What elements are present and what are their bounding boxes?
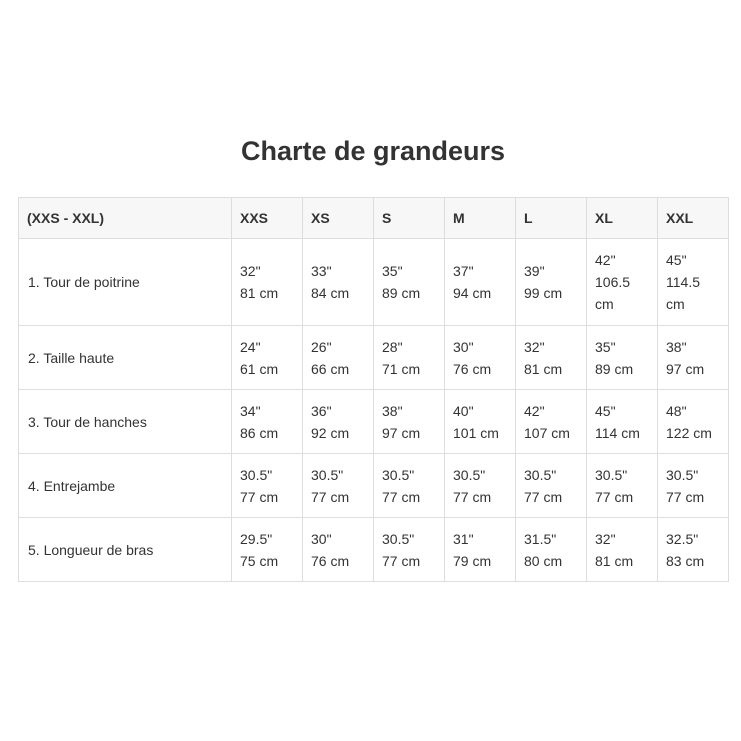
measurement-value: 36" bbox=[311, 402, 332, 419]
measurement-value: 86 cm bbox=[240, 424, 279, 441]
measurement-cell bbox=[374, 239, 445, 326]
measurement-value: 84 cm bbox=[311, 285, 350, 301]
measurement-value: 81 cm bbox=[524, 360, 563, 377]
table-header-row bbox=[19, 198, 729, 239]
measurement-value: 30.5" bbox=[453, 466, 486, 483]
measurement-value: 38" bbox=[666, 338, 687, 355]
table-row bbox=[19, 454, 729, 518]
measurement-cell bbox=[445, 518, 516, 582]
measurement-value: 77 cm bbox=[382, 552, 421, 569]
header-range: (XXS - XXL) bbox=[19, 198, 232, 239]
measurement-cell bbox=[374, 326, 445, 390]
header-size-l: L bbox=[516, 198, 587, 239]
measurement-cell bbox=[516, 390, 587, 454]
measurement-value: cm bbox=[666, 296, 685, 312]
measurement-value: 34" bbox=[240, 402, 261, 419]
measurement-value: 77 cm bbox=[453, 488, 492, 505]
measurement-value: 114 cm bbox=[595, 424, 640, 441]
measurement-value: 30.5" bbox=[382, 466, 415, 483]
measurement-cell bbox=[516, 239, 587, 326]
measurement-value: 89 cm bbox=[595, 360, 634, 377]
measurement-cell bbox=[445, 326, 516, 390]
page-title: Charte de grandeurs bbox=[240, 136, 506, 166]
measurement-value: 89 cm bbox=[382, 285, 421, 301]
measurement-value: 42" bbox=[595, 252, 616, 268]
measurement-cell bbox=[303, 239, 374, 326]
measurement-cell bbox=[516, 326, 587, 390]
size-chart-table bbox=[18, 197, 729, 582]
measurement-value: 39" bbox=[524, 263, 545, 279]
measurement-cell bbox=[232, 518, 303, 582]
measurement-cell bbox=[232, 239, 303, 326]
measurement-value: 30.5" bbox=[311, 466, 344, 483]
measurement-cell bbox=[374, 390, 445, 454]
measurement-value: 61 cm bbox=[240, 360, 279, 377]
measurement-cell bbox=[587, 518, 658, 582]
measurement-value: 77 cm bbox=[240, 488, 279, 505]
measurement-value: 24" bbox=[240, 338, 261, 355]
table-row bbox=[19, 390, 729, 454]
measurement-value: 94 cm bbox=[453, 285, 492, 301]
measurement-cell bbox=[303, 454, 374, 518]
measurement-value: 77 cm bbox=[524, 488, 563, 505]
header-size-xl: XL bbox=[587, 198, 658, 239]
measurement-cell bbox=[374, 454, 445, 518]
measurement-cell bbox=[587, 390, 658, 454]
measurement-label: 4. Entrejambe bbox=[19, 454, 232, 518]
measurement-value: 30.5" bbox=[595, 466, 628, 483]
measurement-cell bbox=[232, 390, 303, 454]
measurement-value: 66 cm bbox=[311, 360, 350, 377]
table-body bbox=[19, 239, 729, 582]
measurement-value: 122 cm bbox=[666, 424, 712, 441]
measurement-cell bbox=[303, 390, 374, 454]
measurement-value: 31" bbox=[453, 530, 474, 547]
measurement-cell bbox=[516, 454, 587, 518]
measurement-value: 75 cm bbox=[240, 552, 279, 569]
measurement-value: 107 cm bbox=[524, 424, 570, 441]
measurement-cell bbox=[303, 518, 374, 582]
header-size-xxl: XXL bbox=[658, 198, 729, 239]
measurement-cell bbox=[303, 326, 374, 390]
measurement-value: 30.5" bbox=[666, 466, 699, 483]
measurement-cell bbox=[658, 390, 729, 454]
measurement-value: 33" bbox=[311, 263, 332, 279]
measurement-cell bbox=[374, 518, 445, 582]
measurement-cell bbox=[587, 239, 658, 326]
measurement-cell bbox=[587, 326, 658, 390]
measurement-value: 45" bbox=[666, 252, 687, 268]
measurement-value: 28" bbox=[382, 338, 403, 355]
header-size-m: M bbox=[445, 198, 516, 239]
measurement-value: 80 cm bbox=[524, 552, 563, 569]
measurement-value: 97 cm bbox=[382, 424, 421, 441]
measurement-value: 26" bbox=[311, 338, 332, 355]
measurement-value: 30.5" bbox=[382, 530, 415, 547]
measurement-value: cm bbox=[595, 296, 614, 312]
measurement-value: 81 cm bbox=[240, 285, 279, 301]
measurement-value: 35" bbox=[595, 338, 616, 355]
measurement-value: 30.5" bbox=[240, 466, 273, 483]
measurement-value: 83 cm bbox=[666, 552, 705, 569]
measurement-cell bbox=[445, 454, 516, 518]
measurement-value: 31.5" bbox=[524, 530, 557, 547]
measurement-value: 77 cm bbox=[311, 488, 350, 505]
measurement-cell bbox=[445, 239, 516, 326]
measurement-cell bbox=[445, 390, 516, 454]
measurement-cell bbox=[658, 454, 729, 518]
measurement-value: 97 cm bbox=[666, 360, 705, 377]
measurement-value: 37" bbox=[453, 263, 474, 279]
measurement-value: 99 cm bbox=[524, 285, 563, 301]
measurement-value: 101 cm bbox=[453, 424, 499, 441]
table-row bbox=[19, 326, 729, 390]
measurement-label: 5. Longueur de bras bbox=[19, 518, 232, 582]
measurement-value: 42" bbox=[524, 402, 545, 419]
measurement-value: 32" bbox=[524, 338, 545, 355]
table-row bbox=[19, 239, 729, 326]
measurement-value: 32" bbox=[240, 263, 261, 279]
measurement-value: 30" bbox=[311, 530, 332, 547]
header-size-xxs: XXS bbox=[232, 198, 303, 239]
measurement-cell bbox=[516, 518, 587, 582]
measurement-value: 29.5" bbox=[240, 530, 273, 547]
measurement-value: 32" bbox=[595, 530, 616, 547]
measurement-value: 81 cm bbox=[595, 552, 634, 569]
measurement-value: 35" bbox=[382, 263, 403, 279]
measurement-label: 2. Taille haute bbox=[19, 326, 232, 390]
measurement-cell bbox=[587, 454, 658, 518]
measurement-value: 76 cm bbox=[311, 552, 350, 569]
measurement-value: 77 cm bbox=[666, 488, 705, 505]
measurement-value: 40" bbox=[453, 402, 474, 419]
measurement-value: 106.5 bbox=[595, 274, 631, 290]
header-size-xs: XS bbox=[303, 198, 374, 239]
measurement-value: 79 cm bbox=[453, 552, 492, 569]
measurement-cell bbox=[232, 454, 303, 518]
measurement-value: 45" bbox=[595, 402, 616, 419]
measurement-value: 48" bbox=[666, 402, 687, 419]
measurement-value: 92 cm bbox=[311, 424, 350, 441]
measurement-value: 77 cm bbox=[595, 488, 634, 505]
measurement-value: 114.5 bbox=[666, 274, 700, 290]
measurement-value: 38" bbox=[382, 402, 403, 419]
measurement-label: 1. Tour de poitrine bbox=[19, 239, 232, 326]
measurement-value: 71 cm bbox=[382, 360, 421, 377]
measurement-value: 30.5" bbox=[524, 466, 557, 483]
header-size-s: S bbox=[374, 198, 445, 239]
measurement-label: 3. Tour de hanches bbox=[19, 390, 232, 454]
measurement-cell bbox=[658, 518, 729, 582]
measurement-value: 77 cm bbox=[382, 488, 421, 505]
measurement-cell bbox=[658, 326, 729, 390]
measurement-value: 76 cm bbox=[453, 360, 492, 377]
measurement-value: 30" bbox=[453, 338, 474, 355]
measurement-value: 32.5" bbox=[666, 530, 699, 547]
table-row bbox=[19, 518, 729, 582]
measurement-cell bbox=[232, 326, 303, 390]
measurement-cell bbox=[658, 239, 729, 326]
